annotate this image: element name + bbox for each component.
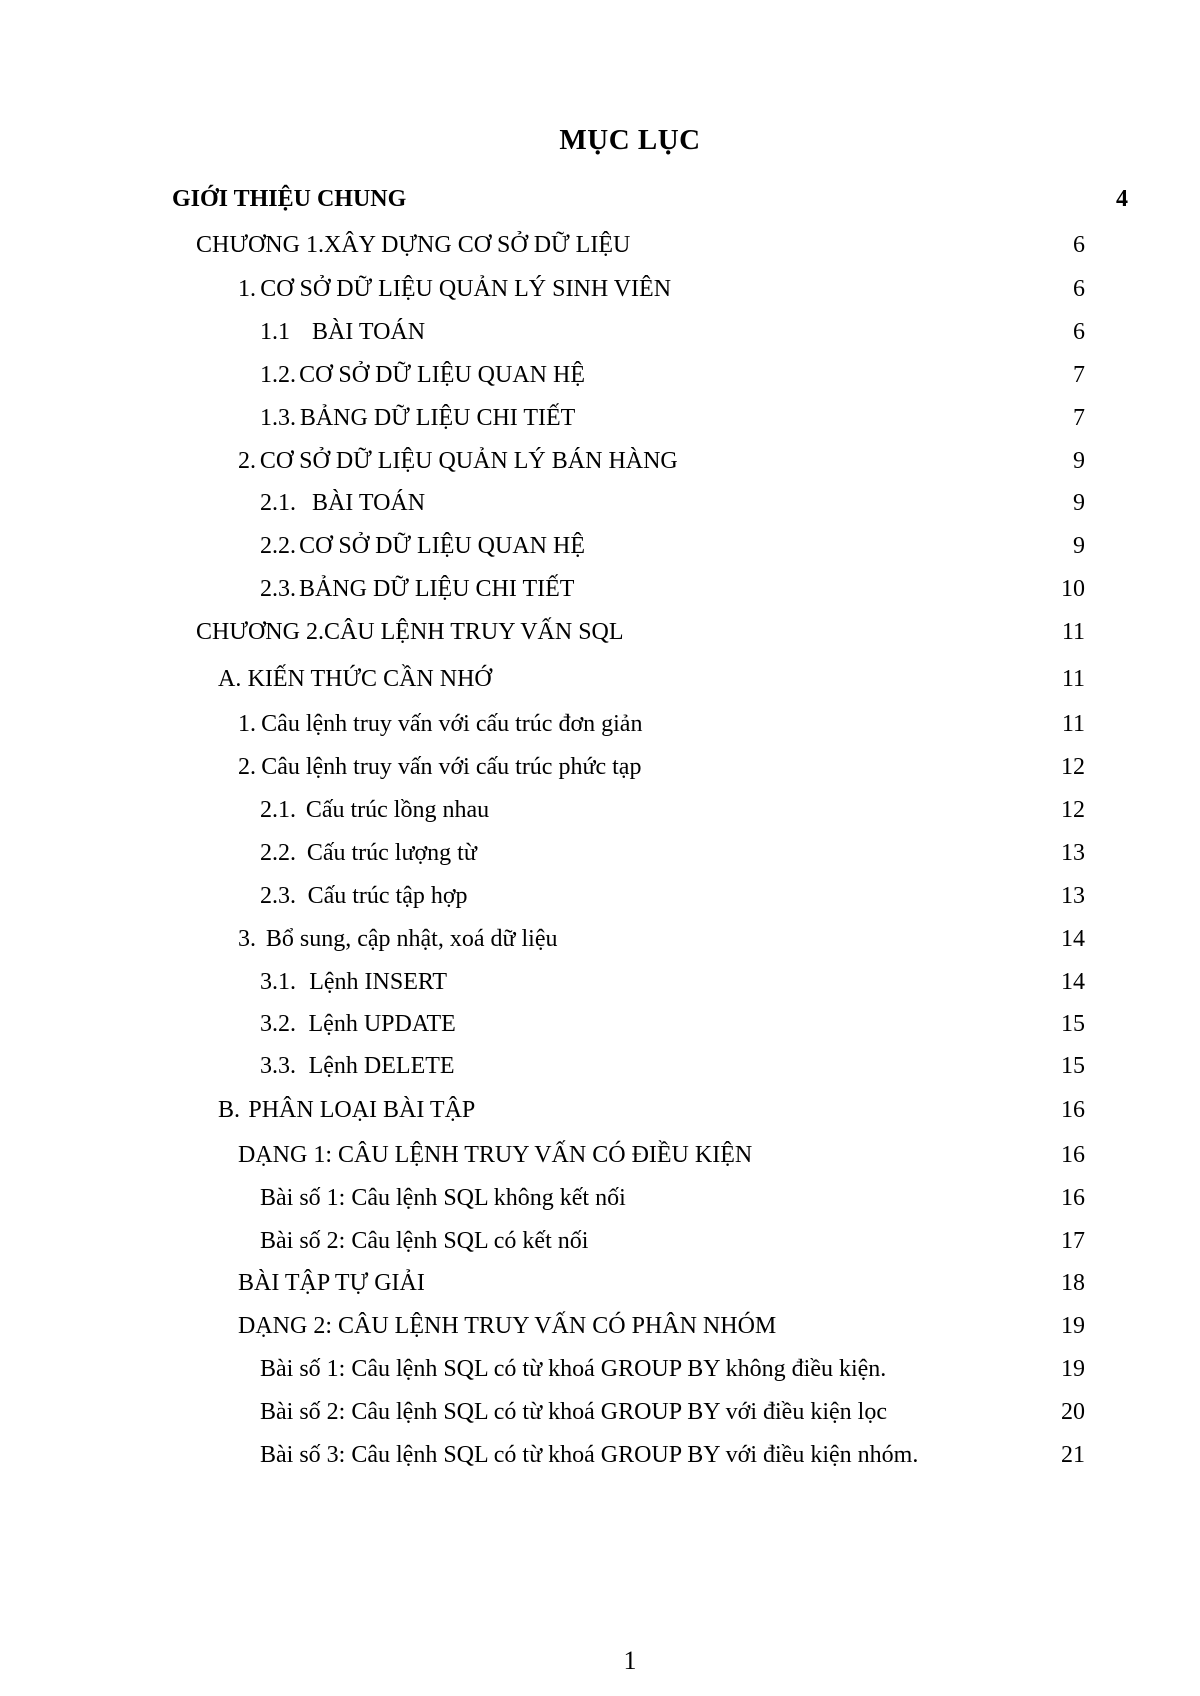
dot-leader [888,1365,1059,1379]
toc-entry-page: 6 [1073,232,1085,258]
toc-entry-number: CHƯƠNG 2. [196,619,324,645]
toc-entry-number: 2.1. [260,797,296,823]
toc-entry[interactable] [260,832,1085,868]
toc-entry[interactable] [260,875,1085,911]
toc-entry-number: 1.3. [260,405,296,431]
toc-entry-page: 16 [1061,1142,1085,1168]
toc-entry-label: Bài số 2: Câu lệnh SQL có kết nối [260,1228,589,1254]
dot-leader [427,499,1071,513]
dot-leader [408,195,1114,209]
page-number: 1 [623,1646,637,1675]
dot-leader [427,1279,1059,1293]
toc-entry-number: CHƯƠNG 1. [196,232,324,258]
toc-entry[interactable] [260,789,1085,825]
toc-entry[interactable] [260,1391,1085,1427]
toc-entry-page: 7 [1073,362,1085,388]
toc-entry-label: Lệnh DELETE [308,1053,455,1079]
toc-entry[interactable] [238,1262,1085,1298]
toc-entry-number: B. [218,1097,241,1123]
toc-entry-label: DẠNG 1: CÂU LỆNH TRUY VẤN CÓ ĐIỀU KIỆN [238,1142,753,1168]
toc-entry-label: BÀI TOÁN [311,319,426,345]
dot-leader [587,542,1071,556]
toc-entry[interactable] [196,224,1085,260]
dot-leader [632,241,1071,255]
toc-entry-page: 9 [1073,490,1085,516]
dot-leader [778,1322,1059,1336]
dot-leader [449,978,1059,992]
dot-leader [754,1151,1059,1165]
toc-entry[interactable] [218,658,1085,694]
toc-entry-label: PHÂN LOẠI BÀI TẬP [248,1097,476,1123]
dot-leader [626,628,1060,642]
toc-entry-page: 13 [1061,883,1085,909]
toc-entry-label: BẢNG DỮ LIỆU CHI TIẾT [299,405,576,431]
dot-leader [577,414,1071,428]
dot-leader [889,1408,1059,1422]
toc-entry-page: 19 [1061,1313,1085,1339]
toc-entry-number: 2.3. [260,883,296,909]
toc-entry-label: GIỚI THIỆU CHUNG [172,186,407,212]
toc-entry-number: 2.3. [260,576,296,602]
toc-entry[interactable] [260,1177,1085,1213]
toc-entry-page: 16 [1061,1097,1085,1123]
toc-entry-page: 6 [1073,276,1085,302]
toc-entry-number: A. [218,666,242,692]
dot-leader [491,806,1059,820]
toc-entry[interactable] [238,918,1085,954]
toc-entry-page: 9 [1073,448,1085,474]
toc-entry-label: Lệnh UPDATE [308,1011,456,1037]
toc-entry-label: BÀI TOÁN [311,490,426,516]
toc-entry[interactable] [238,1134,1085,1170]
toc-entry-page: 15 [1061,1011,1085,1037]
dot-leader [457,1062,1059,1076]
toc-entry-number: 1. [238,711,256,737]
toc-entry[interactable] [196,611,1085,647]
toc-entry-number: 3.2. [260,1011,296,1037]
dot-leader [590,1237,1059,1251]
toc-entry-page: 11 [1061,666,1085,692]
dot-leader [427,328,1071,342]
dot-leader [644,720,1059,734]
toc-entry[interactable] [218,1089,1085,1125]
dot-leader [920,1451,1059,1465]
toc-entry[interactable] [238,268,1085,304]
dot-leader [494,675,1060,689]
toc-entry[interactable] [260,354,1085,390]
toc-entry[interactable] [260,525,1085,561]
toc-entry[interactable] [238,746,1085,782]
toc-entry-label: CƠ SỞ DỮ LIỆU QUAN HỆ [299,362,585,388]
toc-entry-page: 15 [1061,1053,1085,1079]
toc-entry-page: 14 [1061,926,1085,952]
toc-entry-label: Bài số 2: Câu lệnh SQL có từ khoá GROUP BY với điều kiện lọc [260,1399,887,1425]
toc-entry[interactable] [238,703,1085,739]
dot-leader [587,371,1071,385]
toc-entry-number: 2.2. [260,840,296,866]
toc-entry-page: 12 [1061,797,1085,823]
toc-entry-page: 19 [1061,1356,1085,1382]
dot-leader [643,763,1059,777]
toc-entry-label: XÂY DỰNG CƠ SỞ DỮ LIỆU [323,232,631,258]
toc-entry-page: 11 [1061,619,1085,645]
toc-entry-number: 2. [238,754,256,780]
toc-entry-page: 20 [1061,1399,1085,1425]
toc-entry-label: CÂU LỆNH TRUY VẤN SQL [323,619,624,645]
toc-entry-label: Cấu trúc tập hợp [307,883,468,909]
toc-entry-page: 21 [1061,1442,1085,1468]
toc-entry-page: 10 [1061,576,1085,602]
dot-leader [680,457,1071,471]
toc-entry[interactable] [238,1305,1085,1341]
toc-entry[interactable] [260,1045,1085,1081]
toc-entry-label: Cấu trúc lồng nhau [305,797,490,823]
toc-entry-label: KIẾN THỨC CẦN NHỚ [247,666,492,692]
toc-entry-page: 18 [1061,1270,1085,1296]
toc-entry-label: Cấu trúc lượng từ [306,840,477,866]
toc-entry-label: DẠNG 2: CÂU LỆNH TRUY VẤN CÓ PHÂN NHÓM [238,1313,777,1339]
toc-entry-page: 16 [1061,1185,1085,1211]
toc-entry-label: CƠ SỞ DỮ LIỆU QUẢN LÝ SINH VIÊN [260,276,672,302]
toc-entry[interactable] [260,482,1085,518]
toc-entry[interactable] [172,178,1128,214]
dot-leader [576,585,1059,599]
toc-entry[interactable] [260,397,1085,433]
toc-entry[interactable] [260,1434,1085,1470]
toc-entry[interactable] [260,311,1085,347]
toc-entry-label: CƠ SỞ DỮ LIỆU QUAN HỆ [299,533,585,559]
toc-entry-label: Bài số 3: Câu lệnh SQL có từ khoá GROUP BY với điều kiện nhóm. [260,1442,919,1468]
toc-entry-page: 13 [1061,840,1085,866]
dot-leader [559,935,1059,949]
toc-entry-number: 3. [238,926,256,952]
toc-entry[interactable] [260,1348,1085,1384]
dot-leader [470,892,1059,906]
toc-entry[interactable] [238,440,1085,476]
toc-entry-number: 1.2. [260,362,296,388]
dot-leader [477,1106,1059,1120]
toc-entry-number: 2.2. [260,533,296,559]
toc-entry-label: BÀI TẬP TỰ GIẢI [238,1270,425,1296]
page-title: MỤC LỤC [559,124,701,156]
toc-entry-page: 11 [1061,711,1085,737]
toc-entry-number: 1.1 [260,319,290,345]
toc-entry[interactable] [260,1003,1085,1039]
toc-entry-page: 17 [1061,1228,1085,1254]
toc-entry-label: BẢNG DỮ LIỆU CHI TIẾT [298,576,575,602]
toc-entry-label: Bài số 1: Câu lệnh SQL không kết nối [260,1185,626,1211]
toc-entry-page: 12 [1061,754,1085,780]
toc-entry-page: 9 [1073,533,1085,559]
toc-entry-number: 3.1. [260,969,296,995]
dot-leader [673,285,1071,299]
toc-entry-label: CƠ SỞ DỮ LIỆU QUẢN LÝ BÁN HÀNG [259,448,678,474]
toc-entry-label: Câu lệnh truy vấn với cấu trúc phức tạp [261,754,642,780]
toc-entry-page: 4 [1116,186,1128,212]
toc-entry-page: 14 [1061,969,1085,995]
dot-leader [479,849,1059,863]
toc-entry-label: Lệnh INSERT [309,969,448,995]
toc-entry-number: 1. [238,276,256,302]
toc-entry-number: 3.3. [260,1053,296,1079]
toc-entry-page: 6 [1073,319,1085,345]
toc-entry[interactable] [260,568,1085,604]
toc-entry[interactable] [260,1220,1085,1256]
toc-entry-label: Bài số 1: Câu lệnh SQL có từ khoá GROUP BY không điều kiện. [260,1356,887,1382]
dot-leader [458,1020,1059,1034]
toc-entry-number: 2. [238,448,256,474]
toc-entry-label: Câu lệnh truy vấn với cấu trúc đơn giản [261,711,643,737]
toc-entry-number: 2.1. [260,490,296,516]
dot-leader [628,1194,1059,1208]
toc-entry-label: Bổ sung, cập nhật, xoá dữ liệu [265,926,558,952]
toc-entry-page: 7 [1073,405,1085,431]
toc-entry[interactable] [260,961,1085,997]
